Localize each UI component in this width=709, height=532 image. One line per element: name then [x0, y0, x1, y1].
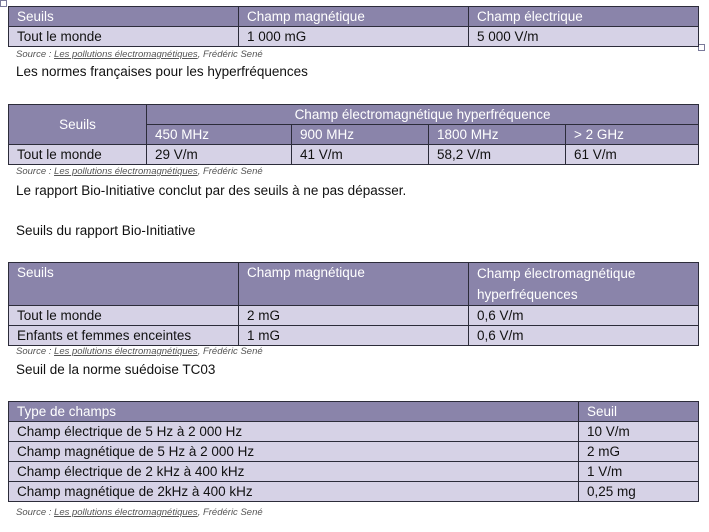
source-caption — [16, 166, 263, 177]
source-link[interactable]: Les pollutions électromagnétiques — [54, 346, 198, 357]
paragraph-bio-initiative-title: Seuils du rapport Bio-Initiative — [16, 223, 196, 238]
table-cell: Champ magnétique de 2kHz à 400 kHz — [9, 482, 579, 502]
table-row — [9, 27, 699, 47]
table-cell: Champ électrique de 5 Hz à 2 000 Hz — [9, 422, 579, 442]
source-prefix: Source : — [16, 346, 55, 357]
table-cell: 61 V/m — [566, 145, 699, 165]
paragraph-french-norms: Les normes françaises pour les hyperfréquences — [16, 64, 308, 79]
table-row — [9, 145, 699, 165]
source-link[interactable]: Les pollutions électromagnétiques — [54, 166, 198, 177]
source-caption — [16, 507, 263, 518]
source-prefix: Source : — [16, 507, 55, 518]
source-author: , Frédéric Sené — [197, 166, 263, 177]
table-cell: 1 mG — [239, 326, 469, 346]
header-cell: Seuils — [9, 263, 239, 306]
table-cell: 41 V/m — [292, 145, 429, 165]
table-cell: 2 mG — [239, 306, 469, 326]
table-cell: Champ magnétique de 5 Hz à 2 000 Hz — [9, 442, 579, 462]
source-prefix: Source : — [16, 49, 55, 60]
group-header-cell: Champ électromagnétique hyperfréquence — [147, 105, 699, 125]
table-french-hyperfrequency — [8, 104, 699, 165]
table-row — [9, 422, 699, 442]
source-link[interactable]: Les pollutions électromagnétiques — [54, 507, 198, 518]
frame-corner-right — [698, 44, 705, 51]
header-cell: Champ électrique — [469, 7, 699, 27]
table-cell: 0,6 V/m — [469, 306, 699, 326]
source-author: , Frédéric Sené — [197, 49, 263, 60]
table-row — [9, 482, 699, 502]
subheader-cell: > 2 GHz — [566, 125, 699, 145]
table-general-thresholds — [8, 6, 699, 47]
paragraph-swedish-norm: Seuil de la norme suédoise TC03 — [16, 362, 216, 377]
header-cell: Seuils — [9, 105, 147, 145]
table-header-row — [9, 263, 699, 306]
table-header-row — [9, 7, 699, 27]
subheader-cell: 450 MHz — [147, 125, 292, 145]
header-cell: Seuils — [9, 7, 239, 27]
source-author: , Frédéric Sené — [197, 346, 263, 357]
header-cell: Seuil — [579, 402, 699, 422]
table-cell: 2 mG — [579, 442, 699, 462]
table-swedish-tc03 — [8, 401, 699, 502]
header-cell: Champ magnétique — [239, 263, 469, 306]
header-cell: Champ magnétique — [239, 7, 469, 27]
table-row — [9, 306, 699, 326]
table-cell: 5 000 V/m — [469, 27, 699, 47]
header-line: Champ électromagnétique — [477, 266, 636, 281]
paragraph-bio-initiative-conclusion: Le rapport Bio-Initiative conclut par des seuils à ne pas dépasser. — [16, 183, 407, 198]
table-cell: Tout le monde — [9, 27, 239, 47]
source-caption — [16, 49, 263, 60]
table-cell: 0,25 mg — [579, 482, 699, 502]
source-author: , Frédéric Sené — [197, 507, 263, 518]
frame-corner-top-left — [0, 0, 7, 7]
table-row — [9, 442, 699, 462]
table-cell: Champ électrique de 2 kHz à 400 kHz — [9, 462, 579, 482]
table-header-row — [9, 402, 699, 422]
table-row — [9, 326, 699, 346]
header-cell: Type de champs — [9, 402, 579, 422]
source-caption — [16, 346, 263, 357]
table-cell: 1 V/m — [579, 462, 699, 482]
table-cell: 0,6 V/m — [469, 326, 699, 346]
table-cell: 58,2 V/m — [429, 145, 566, 165]
header-line: hyperfréquences — [477, 287, 578, 302]
table-cell: 1 000 mG — [239, 27, 469, 47]
header-cell — [469, 263, 699, 306]
source-link[interactable]: Les pollutions électromagnétiques — [54, 49, 198, 60]
table-row — [9, 462, 699, 482]
table-bio-initiative — [8, 262, 699, 346]
table-cell: Tout le monde — [9, 145, 147, 165]
source-prefix: Source : — [16, 166, 55, 177]
subheader-cell: 1800 MHz — [429, 125, 566, 145]
subheader-cell: 900 MHz — [292, 125, 429, 145]
table-cell: 29 V/m — [147, 145, 292, 165]
table-cell: Tout le monde — [9, 306, 239, 326]
table-header-row — [9, 105, 699, 125]
table-cell: 10 V/m — [579, 422, 699, 442]
table-cell: Enfants et femmes enceintes — [9, 326, 239, 346]
